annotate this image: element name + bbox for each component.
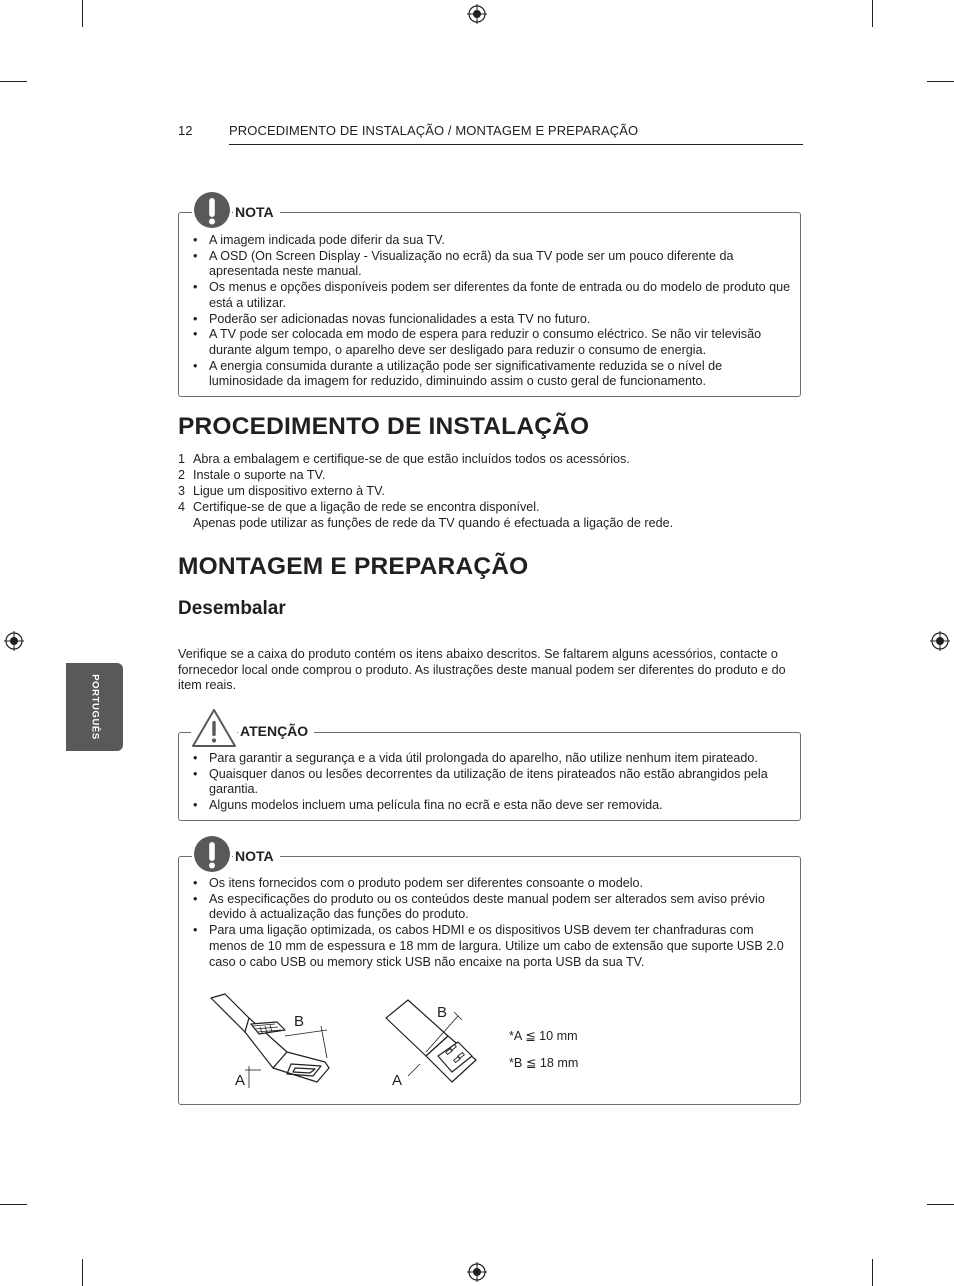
unpacking-intro: Verifique se a caixa do produto contém os itens abaixo descritos. Se faltarem alguns acessórios, contacte o fornecedor local onde comprou o produto. As ilustrações deste manual podem ser diferentes do produto e do item reais. [178, 647, 786, 693]
spec-a-text: *A ≦ 10 mm [509, 1029, 578, 1043]
step-text: Certifique-se de que a ligação de rede se encontra disponível. [193, 500, 540, 514]
step-number: 3 [178, 484, 186, 498]
step-number: 1 [178, 452, 186, 466]
list-item: • Quaisquer danos ou lesões decorrentes da utilização de itens pirateados não estão abrangidos pela garantia. [193, 767, 793, 798]
usb-dimension-b-label: B [437, 1004, 448, 1021]
registration-mark-icon [467, 1262, 487, 1282]
list-item: • As especificações do produto ou os conteúdos deste manual podem ser alterados sem aviso prévio devido à actualização das funções do produto. [193, 892, 793, 923]
list-item: • Os itens fornecidos com o produto podem ser diferentes consoante o modelo. [193, 876, 793, 892]
usb-dimension-a-label: A [392, 1072, 403, 1089]
list-item: • Alguns modelos incluem uma película fina no ecrã e esta não deve ser removida. [193, 798, 793, 814]
list-item: • Para garantir a segurança e a vida útil prolongada do aparelho, não utilize nenhum item pirateado. [193, 751, 793, 767]
exclamation-icon [192, 835, 232, 873]
language-tab-label: PORTUGUÊS [89, 674, 100, 740]
spec-b-text: *B ≦ 18 mm [509, 1056, 579, 1070]
list-item: • A energia consumida durante a utilização pode ser significativamente reduzida se o nível de luminosidade da imagem for reduzido, diminuindo assim o custo geral de funcionamento. [193, 359, 793, 390]
caution-list [193, 751, 793, 814]
note-list [193, 876, 793, 970]
warning-triangle-icon [191, 708, 237, 748]
step-note: Apenas pode utilizar as funções de rede da TV quando é efectuada a ligação de rede. [193, 516, 674, 530]
list-item: • A TV pode ser colocada em modo de espera para reduzir o consumo eléctrico. Se não vir televisão durante algum tempo, o aparelho deve ser desligado para reduzir o consumo de energia. [193, 327, 793, 358]
running-title: PROCEDIMENTO DE INSTALAÇÃO / MONTAGEM E PREPARAÇÃO [229, 123, 639, 138]
header-divider [229, 144, 803, 145]
note-label: NOTA [233, 204, 280, 220]
hdmi-dimension-a-label: A [235, 1072, 246, 1089]
list-item: • A OSD (On Screen Display - Visualização no ecrã) da sua TV pode ser um pouco diferente da apresentada neste manual. [193, 249, 793, 280]
crop-mark [82, 1259, 83, 1286]
step-item [178, 483, 798, 499]
step-text: Ligue um dispositivo externo à TV. [193, 484, 385, 498]
installation-heading: PROCEDIMENTO DE INSTALAÇÃO [178, 413, 590, 440]
list-item: • Os menus e opções disponíveis podem ser diferentes da fonte de entrada ou do modelo de produto que está a utilizar. [193, 280, 793, 311]
unpacking-subheading: Desembalar [178, 598, 286, 619]
step-number: 2 [178, 468, 186, 482]
crop-mark [927, 81, 954, 82]
exclamation-icon [192, 191, 232, 229]
registration-mark-icon [4, 631, 24, 651]
assembly-heading: MONTAGEM E PREPARAÇÃO [178, 553, 529, 580]
page-number: 12 [178, 123, 193, 138]
language-tab [66, 663, 123, 751]
list-item: • A imagem indicada pode diferir da sua TV. [193, 233, 793, 249]
crop-mark [82, 0, 83, 27]
note-list [193, 233, 793, 390]
step-item [178, 499, 798, 515]
crop-mark [872, 0, 873, 27]
caution-label: ATENÇÃO [238, 723, 314, 739]
step-item [178, 451, 798, 467]
crop-mark [872, 1259, 873, 1286]
step-number: 4 [178, 500, 186, 514]
list-item: • Poderão ser adicionadas novas funcionalidades a esta TV no futuro. [193, 312, 793, 328]
step-text: Instale o suporte na TV. [193, 468, 326, 482]
installation-steps [178, 451, 798, 515]
crop-mark [927, 1204, 954, 1205]
step-text: Abra a embalagem e certifique-se de que estão incluídos todos os acessórios. [193, 452, 630, 466]
registration-mark-icon [467, 4, 487, 24]
crop-mark [0, 81, 27, 82]
list-item: • Para uma ligação optimizada, os cabos HDMI e os dispositivos USB devem ter chanfraduras com menos de 10 mm de espessura e 18 mm de largura. Utilize um cabo de extensão que suporte USB 2.0 caso o cabo USB ou memory stick USB não encaixe na porta USB da sua TV. [193, 923, 793, 970]
hdmi-connector-illustration [205, 992, 345, 1092]
registration-mark-icon [930, 631, 950, 651]
crop-mark [0, 1204, 27, 1205]
hdmi-dimension-b-label: B [294, 1013, 305, 1030]
note-label: NOTA [233, 848, 280, 864]
step-item [178, 467, 798, 483]
